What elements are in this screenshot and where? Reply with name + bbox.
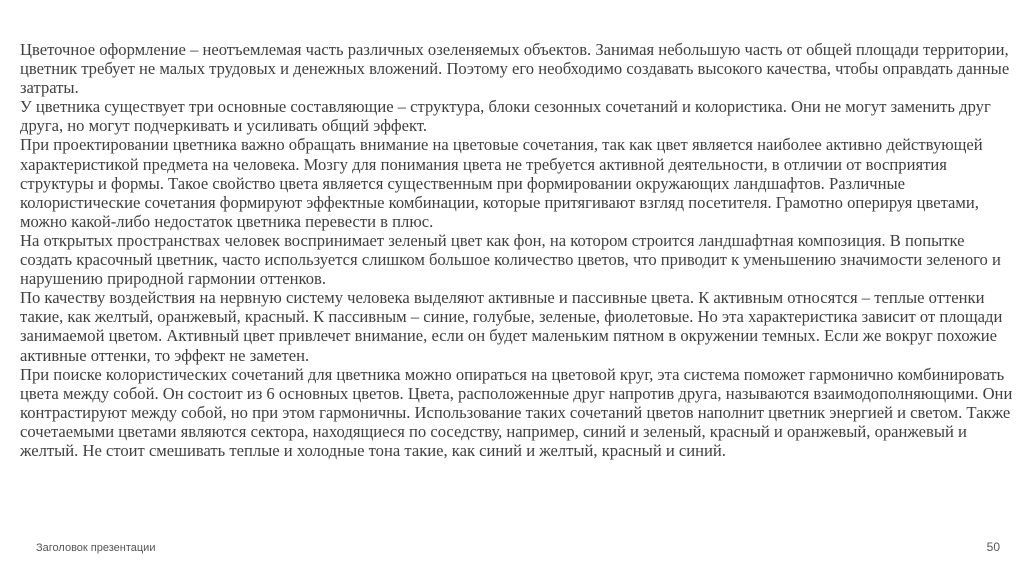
paragraph: При поиске колористических сочетаний для цветника можно опираться на цветовой круг, эта система поможет гармонично комбинировать цвета между собой. Он состоит из 6 основных цветов. Цвета, расположенные друг напротив друга, называются взаимодополняющими. Они контрастируют между собой, но при этом гармоничны. Использование таких сочетаний цветов наполнит цветник энергией и светом. Также сочетаемыми цветами являются сектора, находящиеся по соседству, например, синий и зеленый, красный и оранжевый, оранжевый и желтый. Не стоит смешивать теплые и холодные тона такие, как синий и желтый, красный и синий.: [20, 364, 1013, 460]
paragraph: При проектировании цветника важно обращать внимание на цветовые сочетания, так как цвет является наиболее активно действующей характеристикой предмета на человека. Мозгу для понимания цвета не требуется активной деятельности, в отличии от восприятия структуры и формы. Такое свойство цвета является существенным при формировании окружающих ландшафтов. Различные колористические сочетания формируют эффектные комбинации, которые притягивают взгляд посетителя. Грамотно оперируя цветами, можно какой-либо недостаток цветника перевести в плюс.: [20, 135, 983, 231]
paragraph: На открытых пространствах человек воспринимает зеленый цвет как фон, на котором строится ландшафтная композиция. В попытке создать красочный цветник, часто используется слишком большое количество цветов, что приводит к уменьшению значимости зеленого и нарушению природной гармонии оттенков.: [20, 230, 1001, 289]
page-number: 50: [986, 540, 1000, 554]
paragraph: Цветочное оформление – неотъемлемая часть различных озеленяемых объектов. Занимая небольшую часть от общей площади территории, цветник требует не малых трудовых и денежных вложений. Поэтому его необходимо создавать высокого качества, чтобы оправдать данные затраты.: [20, 40, 1010, 98]
footer-title: Заголовок презентации: [36, 542, 156, 554]
paragraph: По качеству воздействия на нервную систему человека выделяют активные и пассивные цвета. К активным относятся – теплые оттенки такие, как желтый, оранжевый, красный. К пассивным – синие, голубые, зеленые, фиолетовые. Но эта характеристика зависит от площади занимаемой цветом. Активный цвет привлечет внимание, если он будет маленьким пятном в окружении темных. Если же вокруг похожие активные оттенки, то эффект не заметен.: [20, 288, 1003, 365]
paragraph: У цветника существует три основные составляющие – структура, блоки сезонных сочетаний и колористика. Они не могут заменить друг друга, но могут подчеркивать и усиливать общий эффект.: [20, 97, 991, 136]
slide-body: [20, 40, 1016, 460]
